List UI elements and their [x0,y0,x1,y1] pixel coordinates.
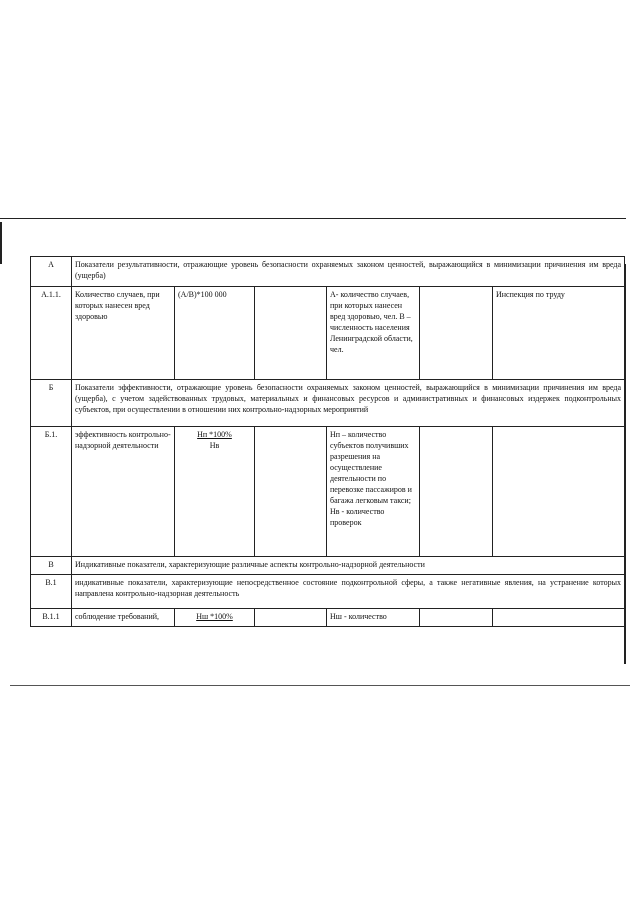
formula-denominator: Нв [209,441,220,450]
section-heading: индикативные показатели, характеризующие непосредственное состояние подконтрольной сферы, а также негативные явления, на устранение которых направлена контрольно-надзорная деятельность [72,575,625,609]
scan-edge-line [10,685,630,686]
formula-numerator: Нш *100% [196,612,233,621]
section-heading: Показатели результативности, отражающие уровень безопасности охраняемых законом ценностей, выражающийся в минимизации причинения им вреда (ущерба) [72,257,625,287]
row-code: А.1.1. [31,287,72,380]
indicator-name: эффективность контрольно-надзорной деятельности [72,427,175,557]
responsible-body [493,427,625,557]
indicator-name: соблюдение требований, [72,609,175,627]
row-code: А [31,257,72,287]
scan-edge-line [0,222,2,264]
table-row [31,609,625,627]
formula-legend: Нш - количество [327,609,420,627]
indicator-formula [175,609,255,627]
row-code: В [31,557,72,575]
row-code: В.1 [31,575,72,609]
row-code: Б.1. [31,427,72,557]
responsible-body: Инспекция по труду [493,287,625,380]
section-heading: Индикативные показатели, характеризующие различные аспекты контрольно-надзорной деятельности [72,557,625,575]
responsible-body [493,609,625,627]
table-row [31,380,625,427]
table-row [31,575,625,609]
formula-legend: Нп – количество субъектов получивших разрешения на осуществление деятельности по перевозке пассажиров и багажа легковым такси; Нв - количество проверок [327,427,420,557]
table-cell [255,609,327,627]
indicator-name: Количество случаев, при которых нанесен вред здоровью [72,287,175,380]
row-code: В.1.1 [31,609,72,627]
table-cell [420,287,493,380]
table-row [31,427,625,557]
indicators-table [30,256,625,627]
indicator-formula [175,427,255,557]
formula-legend: А- количество случаев, при которых нанесен вред здоровью, чел. В – численность населения Ленинградской области, чел. [327,287,420,380]
formula-numerator: Нп *100% [197,430,232,439]
table-cell [255,287,327,380]
scan-edge-line [0,218,626,219]
table-cell [420,427,493,557]
table-row [31,257,625,287]
section-heading: Показатели эффективности, отражающие уровень безопасности охраняемых законом ценностей, выражающийся в минимизации причинения им вреда (ущерба), с учетом задействованных трудовых, материальных и финансовых ресурсов и административных и финансовых издержек подконтрольных субъектов, при осуществлении в отношении них контрольно-надзорных мероприятий [72,380,625,427]
row-code: Б [31,380,72,427]
table-row [31,287,625,380]
table-cell [255,427,327,557]
indicator-formula: (А/В)*100 000 [175,287,255,380]
table-row [31,557,625,575]
table-cell [420,609,493,627]
